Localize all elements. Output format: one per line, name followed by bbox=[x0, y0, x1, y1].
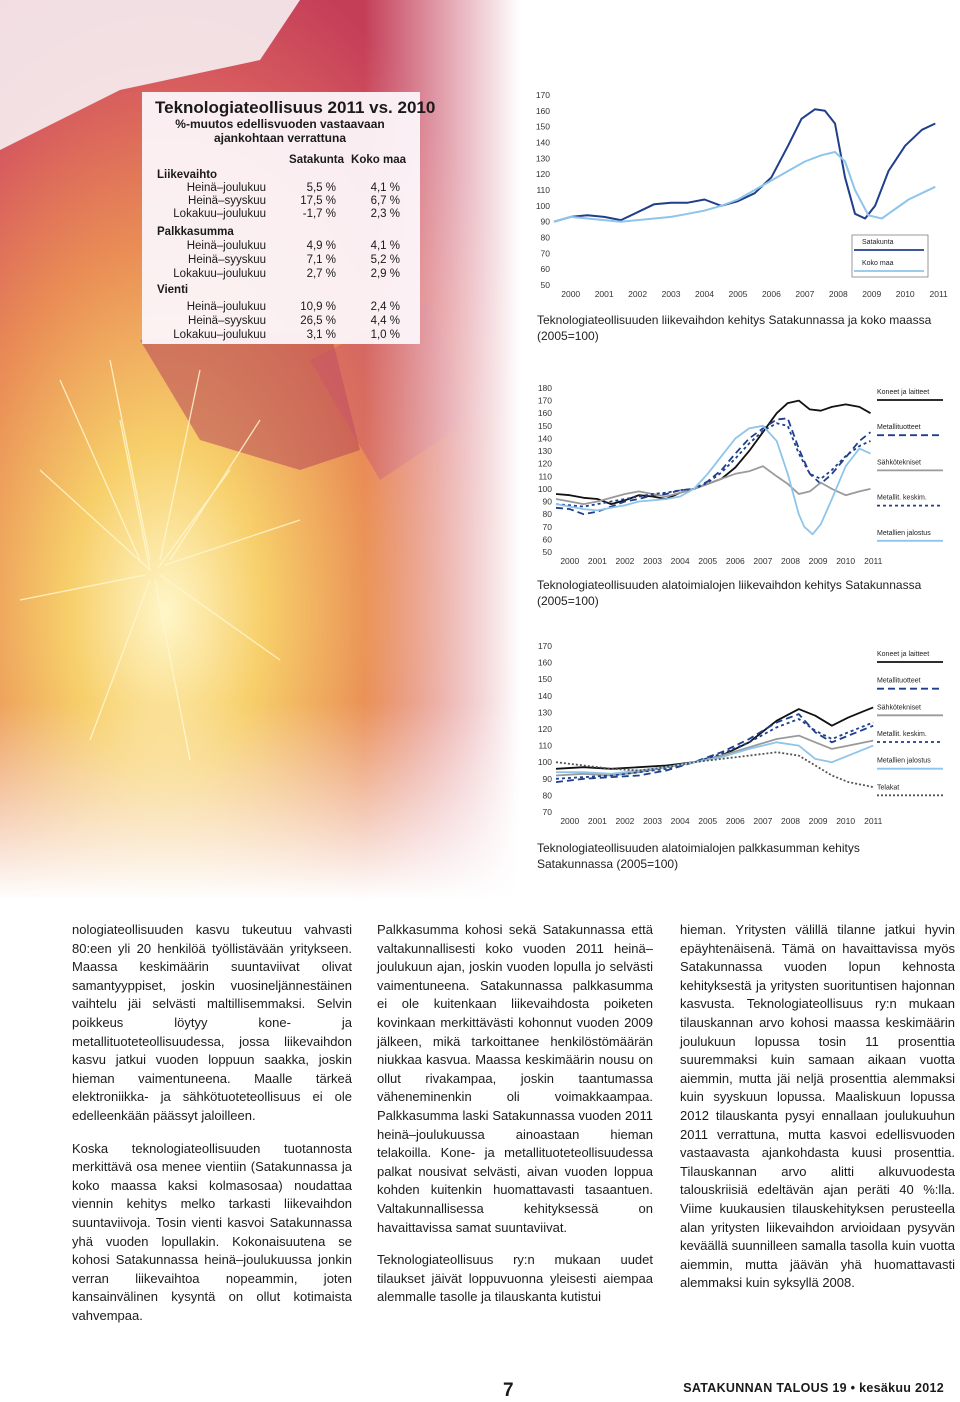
section-header-vienti: Vienti bbox=[157, 284, 189, 296]
table-row: Lokakuu–joulukuu 2,7 % 2,9 % bbox=[173, 268, 400, 280]
y-tick-label: 70 bbox=[542, 807, 552, 817]
x-tick-label: 2004 bbox=[695, 289, 714, 299]
paragraph: Palkkasumma kohosi sekä Satakunnassa että valtakunnallisesti koko vuoden 2011 heinä–joulukuun ajan, joskin vuoden lopulla jo selvästi vaimentuneena. Satakunnassa palkkasumma ei ole kuitenkaan liikevaihdosta poiketen kovinkaan merkittävästi kohonnut vuoden 2009 jälkeen, mikä tarkoittanee henkilöstömäärän niukkaa kasvua. Maassa keskimäärin nousu on ollut rivakampaa, joskin taantumassa väheneminenkin oli voimakkaampaa. Palkkasumma laski Satakunnassa vuoden 2011 heinä–joulukuussa ainoastaan hieman telakoilla. Kone- ja metallituoteteollisuudessa palkat nousivat selvästi, aivan vuoden loppua kohden kuitenkin huomattavasti tasaantuen. Valtakunnallisessa kehityksessä on havaittavissa samat suuntaviivat. bbox=[377, 922, 653, 1235]
y-tick-label: 160 bbox=[537, 408, 552, 419]
legend-label: Metallien jalostus bbox=[877, 529, 931, 537]
x-tick-label: 2009 bbox=[808, 556, 828, 566]
y-tick-label: 90 bbox=[542, 773, 552, 784]
legend-label: Metallit. keskim. bbox=[877, 731, 927, 738]
y-tick-label: 50 bbox=[540, 280, 550, 290]
y-tick-label: 120 bbox=[537, 724, 552, 734]
paragraph: Teknologiateollisuus ry:n mukaan uudet tilaukset jäivät loppuvuonna yleisesti aiempaa alemmalle tasolle ja tilauskanta kutistui bbox=[377, 1252, 653, 1305]
x-tick-label: 2011 bbox=[929, 289, 948, 299]
x-tick-label: 2000 bbox=[560, 816, 580, 826]
y-tick-label: 140 bbox=[537, 433, 552, 444]
y-tick-label: 90 bbox=[540, 216, 550, 227]
legend-label: Metallituotteet bbox=[877, 677, 921, 685]
x-tick-label: 2000 bbox=[561, 289, 581, 299]
section-header-liikevaihto: Liikevaihto bbox=[157, 169, 218, 181]
series-line-3 bbox=[556, 466, 871, 504]
table-row: Heinä–syyskuu 7,1 % 5,2 % bbox=[188, 254, 400, 266]
y-tick-label: 100 bbox=[535, 200, 550, 211]
x-tick-label: 2001 bbox=[594, 289, 614, 299]
chart-alatoimialat-liikevaihto-svg bbox=[530, 380, 955, 572]
chart-liikevaihto-svg bbox=[530, 88, 950, 310]
x-tick-label: 2008 bbox=[781, 816, 800, 826]
legend-label: Telakat bbox=[877, 784, 900, 792]
series-line-2 bbox=[554, 152, 935, 222]
legend-label: Koneet ja laitteet bbox=[877, 389, 930, 396]
series-line-3 bbox=[556, 736, 873, 776]
chart-alatoimialat-liikevaihto bbox=[530, 380, 955, 572]
y-tick-label: 100 bbox=[537, 757, 552, 768]
chart-alatoimialat-palkkasumma bbox=[530, 640, 955, 835]
x-tick-label: 2007 bbox=[753, 816, 773, 826]
x-tick-label: 2005 bbox=[698, 816, 718, 826]
y-tick-label: 180 bbox=[537, 383, 552, 393]
text-column-2 bbox=[377, 921, 653, 1321]
x-tick-label: 2002 bbox=[615, 556, 635, 566]
x-tick-label: 2002 bbox=[628, 289, 648, 299]
y-tick-label: 140 bbox=[537, 690, 552, 701]
text-column-3 bbox=[680, 921, 955, 1307]
legend-label: Metallit. keskim. bbox=[877, 494, 927, 502]
table-row: Heinä–joulukuu 4,9 % 4,1 % bbox=[186, 240, 400, 252]
x-tick-label: 2010 bbox=[836, 556, 856, 566]
table-row: Lokakuu–joulukuu -1,7 % 2,3 % bbox=[173, 208, 400, 220]
x-tick-label: 2008 bbox=[828, 289, 848, 299]
y-tick-label: 100 bbox=[537, 483, 552, 494]
x-tick-label: 2005 bbox=[728, 289, 748, 299]
table-row: Lokakuu–joulukuu 3,1 % 1,0 % bbox=[173, 329, 400, 341]
y-tick-label: 110 bbox=[536, 185, 550, 195]
x-tick-label: 2003 bbox=[643, 556, 663, 566]
table-row: Heinä–joulukuu 10,9 % 2,4 % bbox=[186, 301, 400, 313]
legend-label: Metallien jalostus bbox=[877, 757, 931, 765]
chart-3-caption: Teknologiateollisuuden alatoimialojen palkkasumman kehitys Satakunnassa (2005=100) bbox=[537, 841, 860, 871]
x-tick-label: 2007 bbox=[753, 556, 773, 566]
y-tick-label: 70 bbox=[540, 248, 550, 259]
chart-2-caption: Teknologiateollisuuden alatoimialojen liikevaihdon kehitys Satakunnassa (2005=100) bbox=[537, 578, 922, 608]
y-tick-label: 120 bbox=[535, 169, 550, 180]
x-tick-label: 2006 bbox=[761, 289, 781, 299]
col-header-koko-maa: Koko maa bbox=[351, 154, 406, 166]
y-tick-label: 130 bbox=[537, 707, 552, 718]
table-subtitle: %-muutos edellisvuoden vastaavaan ajankohtaan verrattuna bbox=[175, 117, 385, 145]
table-row: Heinä–joulukuu 5,5 % 4,1 % bbox=[186, 182, 400, 194]
table-row: Heinä–syyskuu 17,5 % 6,7 % bbox=[188, 195, 400, 207]
y-tick-label: 170 bbox=[537, 641, 552, 651]
x-tick-label: 2006 bbox=[725, 556, 745, 566]
y-tick-label: 60 bbox=[542, 534, 552, 545]
paragraph: Koska teknologiateollisuuden tuotannosta merkittävä osa menee vientiin (Satakunnassa ja koko maassa kaksi kolmasosaa) noudattaa viennin kehitys melko tarkasti liikevaihdon suuntaviivoja. Tosin vienti kasvoi Satakunnassa yhä vuoden lopullakin. Kokonaisuutena se kohosi Satakunnassa heinä–joulukuussa jonkin verran liikevaihtoa nopeammin, joten kansainvälinen kysyntä on ollut kotimaista vahvempaa. bbox=[72, 1140, 352, 1323]
page-number: 7 bbox=[503, 1380, 514, 1401]
table-row: Heinä–syyskuu 26,5 % 4,4 % bbox=[188, 315, 400, 327]
text-column-1 bbox=[72, 921, 352, 1339]
x-tick-label: 2007 bbox=[795, 289, 815, 299]
comparison-table bbox=[142, 92, 436, 344]
legend-label: Sähkötekniset bbox=[877, 704, 921, 712]
x-tick-label: 2009 bbox=[862, 289, 882, 299]
y-tick-label: 50 bbox=[542, 547, 552, 557]
y-tick-label: 160 bbox=[537, 657, 552, 668]
x-tick-label: 2003 bbox=[661, 289, 681, 299]
col-header-satakunta: Satakunta bbox=[289, 154, 344, 166]
series-line-4 bbox=[556, 423, 871, 506]
legend-label: Koneet ja laitteet bbox=[877, 651, 930, 658]
y-tick-label: 110 bbox=[538, 471, 552, 482]
chart-1-caption: Teknologiateollisuuden liikevaihdon kehitys Satakunnassa ja koko maassa (2005=100) bbox=[537, 313, 932, 343]
y-tick-label: 140 bbox=[535, 137, 550, 148]
legend-label: Sähkötekniset bbox=[877, 459, 921, 467]
legend-label: Satakunta bbox=[862, 239, 894, 246]
x-tick-label: 2005 bbox=[698, 556, 718, 566]
y-tick-label: 150 bbox=[537, 674, 552, 685]
x-tick-label: 2008 bbox=[781, 556, 800, 566]
x-tick-label: 2010 bbox=[895, 289, 915, 299]
table-header-row bbox=[142, 153, 420, 167]
publication-footer: SATAKUNNAN TALOUS 19 • kesäkuu 2012 bbox=[683, 1381, 944, 1395]
legend-label: Metallituotteet bbox=[877, 424, 921, 432]
chart-liikevaihto bbox=[530, 88, 950, 310]
y-tick-label: 150 bbox=[535, 121, 550, 132]
x-tick-label: 2000 bbox=[560, 556, 580, 566]
chart-alatoimialat-palkkasumma-svg bbox=[530, 640, 955, 835]
x-tick-label: 2009 bbox=[808, 816, 828, 826]
y-tick-label: 80 bbox=[540, 232, 550, 243]
paragraph: hieman. Yritysten välillä tilanne jatkui hyvin epäyhtenäisenä. Tämä on havaittavissa myös Satakunnassa vuoden lopun kehnosta kehityksestä ja yritysten suorituntisen hajonnan kasvusta. Teknologiateollisuus ry:n mukaan tilauskannan arvo kohosi maassa keskimäärin joulukuun lopussa tosin 11 prosenttia suuremmaksi kuin samaan aikaan vuotta aiemmin, mutta jäi neljä prosenttia alemmaksi kuin syyskuun lopussa. Maaliskuun lopussa 2012 tilauskanta pysyi ennallaan joulukuuhun 2011 verrattuna, mutta kasvoi edellisvuoden vastaavasta ajankohdasta kuusi prosenttia. Tilauskannan arvo alitti alkuvuodesta talouskriisiä edeltävän ajan peräti 40 %:lla. Viime kuukausien tilauskehityksen perusteella alan yritysten liikevaihdon arvioidaan pysyvän keväällä suunnilleen samalla tasolla kuin vuotta aiemmin, mutta jäävän yhä huomattavasti alemmaksi kuin syksyllä 2008. bbox=[680, 922, 955, 1291]
y-tick-label: 70 bbox=[542, 521, 552, 532]
y-tick-label: 80 bbox=[542, 790, 552, 801]
y-tick-label: 130 bbox=[537, 446, 552, 457]
series-line-5 bbox=[556, 426, 871, 535]
x-tick-label: 2004 bbox=[670, 816, 690, 826]
x-tick-label: 2011 bbox=[864, 816, 883, 826]
paragraph: nologiateollisuuden kasvu tukeutuu vahvasti 80:een yli 20 henkilöä työllistävään yritykseen. Maassa keskimäärin suuntaviivat olivat samantyyppiset, joskin vuosineljännestäinen vaihtelu jäi selvästi maltillisemmaksi. Selvin poikkeus löytyy kone- ja metallituoteteollisuudessa, jossa liikevaihdon kasvu jatkui vuoden loppuun saakka, joskin hieman vaimentuneena. Maalle tärkeä elektroniikka- ja sähkötuoteteollisuus ei ole edelleenkään päässyt jaloilleen. bbox=[72, 922, 352, 1123]
y-tick-label: 150 bbox=[537, 420, 552, 431]
y-tick-label: 130 bbox=[535, 153, 550, 164]
x-tick-label: 2001 bbox=[587, 816, 607, 826]
y-tick-label: 160 bbox=[535, 105, 550, 116]
x-tick-label: 2003 bbox=[643, 816, 663, 826]
x-tick-label: 2011 bbox=[864, 556, 883, 566]
y-tick-label: 170 bbox=[535, 90, 550, 100]
legend-label: Koko maa bbox=[862, 260, 894, 267]
x-tick-label: 2010 bbox=[836, 816, 856, 826]
x-tick-label: 2002 bbox=[615, 816, 635, 826]
table-title: Teknologiateollisuus 2011 vs. 2010 bbox=[155, 98, 436, 117]
x-tick-label: 2001 bbox=[587, 556, 607, 566]
y-tick-label: 120 bbox=[537, 458, 552, 469]
series-line-1 bbox=[556, 401, 871, 505]
series-line-4 bbox=[556, 719, 873, 779]
y-tick-label: 60 bbox=[540, 264, 550, 275]
y-tick-label: 110 bbox=[538, 740, 552, 751]
y-tick-label: 90 bbox=[542, 496, 552, 507]
y-tick-label: 80 bbox=[542, 509, 552, 520]
series-line-1 bbox=[554, 109, 935, 221]
x-tick-label: 2004 bbox=[670, 556, 690, 566]
x-tick-label: 2006 bbox=[725, 816, 745, 826]
section-header-palkkasumma: Palkkasumma bbox=[157, 226, 234, 238]
y-tick-label: 170 bbox=[537, 395, 552, 406]
